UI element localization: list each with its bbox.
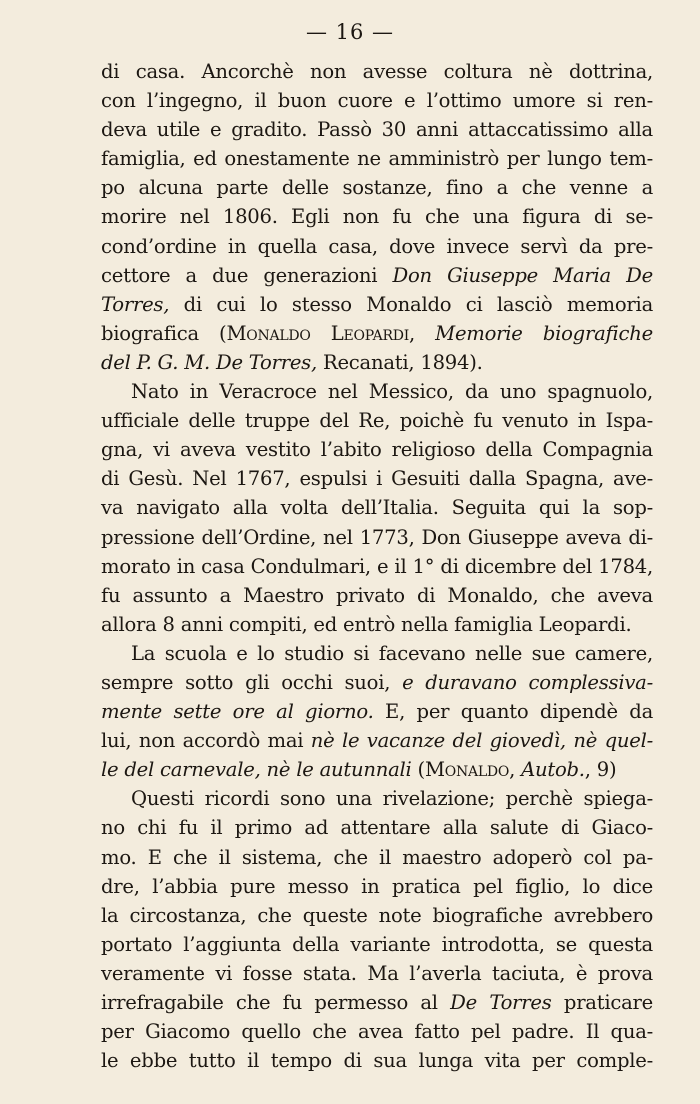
text-line [101,493,653,522]
text-line [101,202,653,231]
text-line [101,435,653,464]
small-caps-text: Monaldo [424,758,510,782]
text-segment: , [509,758,522,782]
text-line [101,813,653,842]
text-segment: lui, non accordò mai [101,729,311,753]
text-line [101,1046,653,1075]
italic-text: Don Giuseppe Maria De [392,263,653,287]
text-segment: le ebbe tutto il tempo di sua lunga vita per comple- [101,1049,653,1073]
text-segment: di Gesù. Nel 1767, espulsi i Gesuiti dalla Spagna, ave- [101,467,653,491]
text-line [101,930,653,959]
paragraph [101,57,653,377]
text-segment: di cui lo stesso Monaldo ci lasciò memoria [169,292,653,316]
text-segment: pressione dell’Ordine, nel 1773, Don Giuseppe aveva di- [101,525,653,549]
text-line [101,377,653,406]
text-line [101,697,653,726]
text-line [101,319,653,348]
text-segment: veramente vi fosse stata. Ma l’averla taciuta, è prova [101,961,653,985]
text-segment: morire nel 1806. Egli non fu che una figura di se- [101,205,653,229]
text-segment: Recanati, 1894). [316,350,483,374]
text-segment: biografica ( [101,321,227,345]
text-line [101,115,653,144]
italic-text: nè le vacanze del giovedì, nè quel- [310,729,653,753]
text-segment: fu assunto a Maestro privato di Monaldo, che aveva [101,583,653,607]
text-segment: mo. E che il sistema, che il maestro adoperò col pa- [101,845,653,869]
text-segment: dre, l’abbia pure messo in pratica pel figlio, lo dice [101,874,653,898]
text-line [101,843,653,872]
text-segment: cettore a due generazioni [101,263,393,287]
text-line [101,988,653,1017]
italic-text: De Torres [450,991,552,1014]
text-line [101,639,653,668]
text-line [101,232,653,261]
text-segment: gna, vi aveva vestito l’abito religioso della Compagnia [101,438,653,462]
text-segment: morato in casa Condulmari, e il 1° di dicembre del 1784, [101,554,653,578]
text-line [101,523,653,552]
text-segment: con l’ingegno, il buon cuore e l’ottimo umore si ren- [101,89,653,113]
italic-text: del P. G. M. De Torres, [101,350,317,374]
text-segment: , 9) [584,758,617,782]
text-line [101,57,653,86]
text-segment: Nato in Veracroce nel Messico, da uno spagnuolo, [131,380,653,404]
italic-text: Torres, [101,292,170,316]
text-segment: allora 8 anni compiti, ed entrò nella famiglia Leopardi. [101,612,632,636]
page-body [101,57,653,1075]
text-segment: po alcuna parte delle sostanze, fino a che venne a [101,176,653,200]
text-segment: sempre sotto gli occhi suoi, [101,670,403,694]
text-line [101,406,653,435]
text-line [101,784,653,813]
text-line [101,872,653,901]
text-line [101,901,653,930]
text-segment: Questi ricordi sono una rivelazione; perchè spiega- [131,787,653,811]
text-line [101,86,653,115]
text-line [101,173,653,202]
text-segment: la circostanza, che queste note biografiche avrebbero [101,903,653,927]
text-line [101,348,653,377]
italic-text: le del carnevale, nè le autunnali [101,758,412,782]
text-line [101,610,653,639]
paragraph [101,377,653,639]
text-segment: va navigato alla volta dell’Italia. Seguita qui la sop- [101,496,653,520]
text-segment: cond’ordine in quella casa, dove invece servì da pre- [101,234,653,258]
text-segment: E, per quanto dipendè da [373,700,653,724]
italic-text: e duravano complessiva- [402,670,653,694]
text-segment: ( [411,758,425,782]
text-segment: famiglia, ed onestamente ne amministrò per lungo tem- [101,147,653,171]
text-segment: per Giacomo quello che avea fatto pel padre. Il qua- [101,1020,653,1044]
text-line [101,959,653,988]
text-segment: , [409,321,436,345]
text-segment: no chi fu il primo ad attentare alla salute di Giaco- [101,816,653,840]
text-line [101,261,653,290]
page-number: — 16 — [305,20,395,44]
text-segment: ufficiale delle truppe del Re, poichè fu venuto in Ispa- [101,409,653,433]
italic-text: Memorie biografiche [435,321,653,345]
text-segment: deva utile e gradito. Passò 30 anni attaccatissimo alla [101,118,653,142]
italic-text: mente sette ore al giorno. [101,700,374,724]
text-segment: portato l’aggiunta della variante introdotta, se questa [101,932,653,956]
text-line [101,755,653,784]
text-line [101,581,653,610]
text-line [101,1017,653,1046]
text-line [101,290,653,319]
small-caps-text: Monaldo Leopardi [226,321,409,345]
paragraph [101,639,653,784]
italic-text: Autob. [521,758,585,782]
text-line [101,144,653,173]
text-segment: irrefragabile che fu permesso al [101,991,451,1014]
text-line [101,464,653,493]
text-segment: La scuola e lo studio si facevano nelle sue camere, [131,641,653,665]
text-segment: praticare [551,991,653,1014]
text-line [101,552,653,581]
paragraph [101,784,653,1075]
text-line [101,726,653,755]
text-line [101,668,653,697]
text-segment: di casa. Ancorchè non avesse coltura nè dottrina, [101,60,653,83]
